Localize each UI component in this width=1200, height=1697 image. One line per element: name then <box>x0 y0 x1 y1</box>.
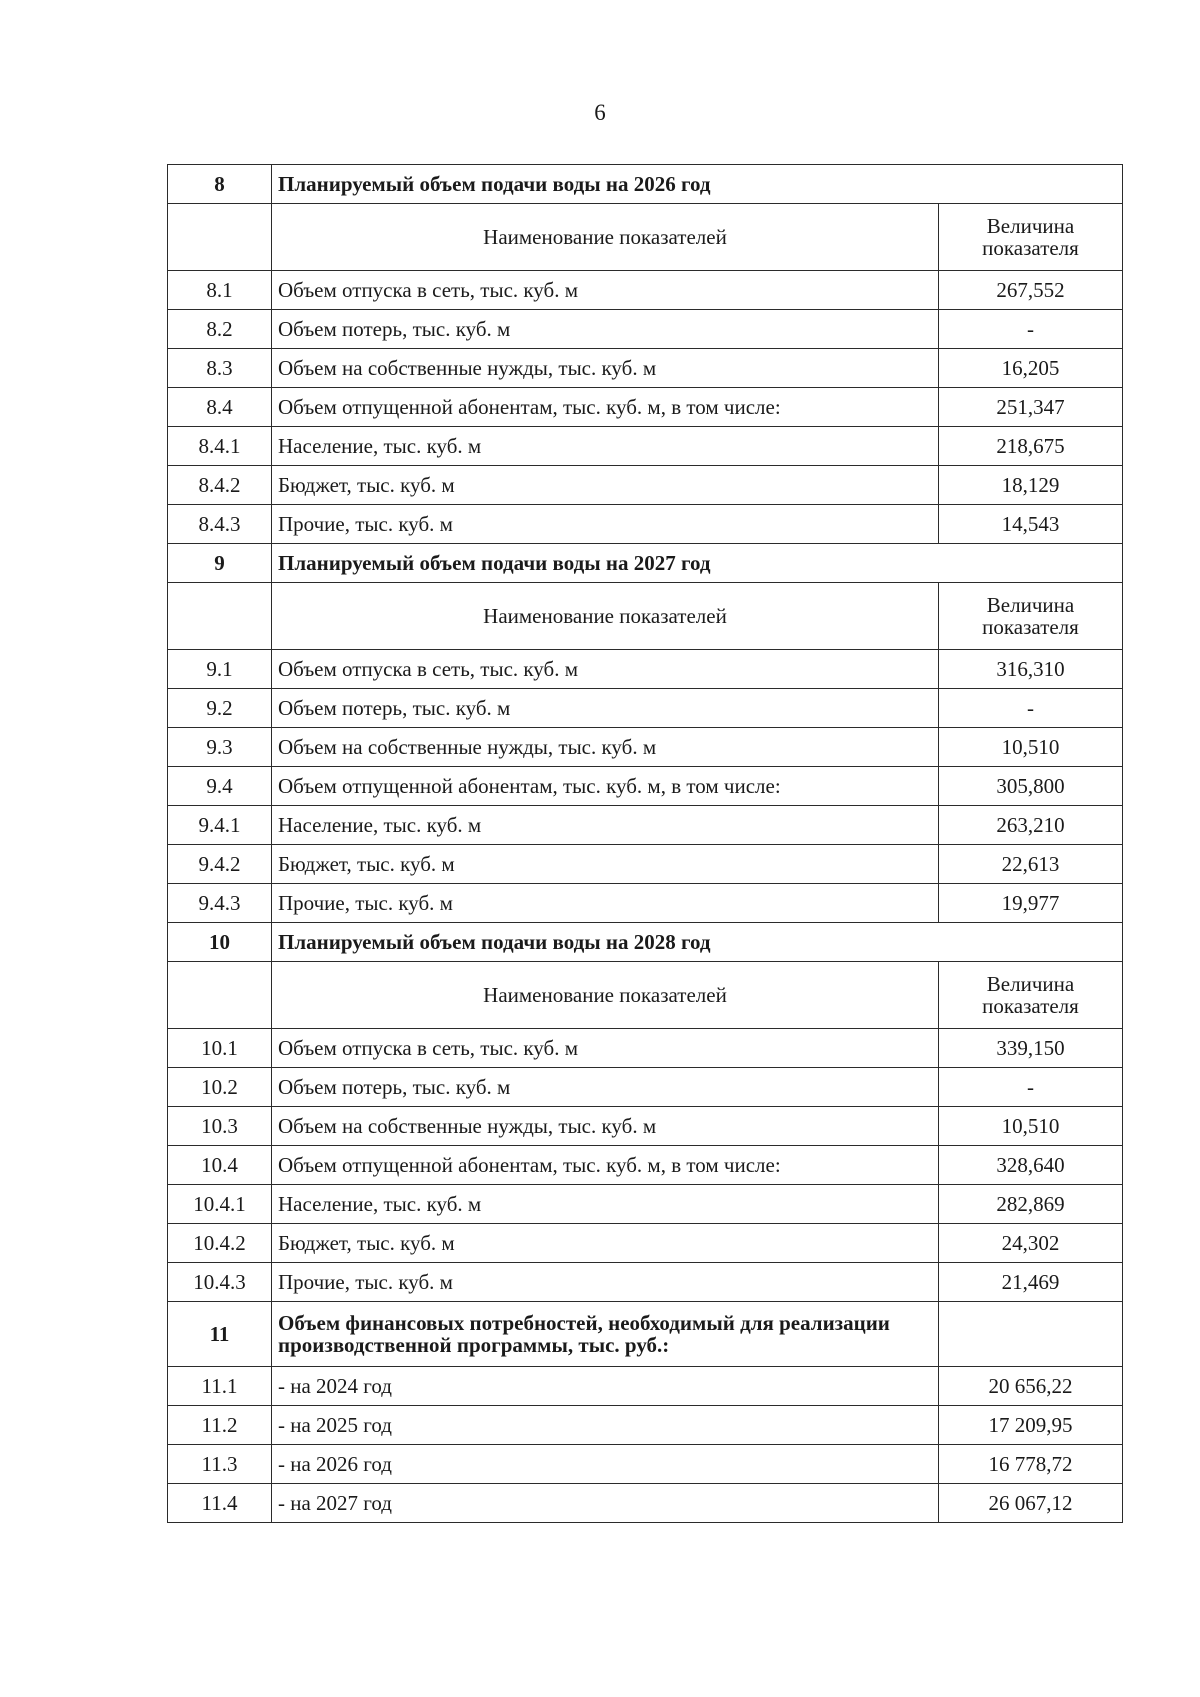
row-name: Объем отпущенной абонентам, тыс. куб. м, в том числе: <box>272 767 939 806</box>
table-row <box>168 1068 1123 1107</box>
row-number: 11.1 <box>168 1367 272 1406</box>
row-number: 8.2 <box>168 310 272 349</box>
row-name: Бюджет, тыс. куб. м <box>272 845 939 884</box>
row-value: 267,552 <box>939 271 1123 310</box>
row-value: 22,613 <box>939 845 1123 884</box>
row-name: - на 2027 год <box>272 1484 939 1523</box>
row-number: 9.4.2 <box>168 845 272 884</box>
row-number: 9.1 <box>168 650 272 689</box>
table-row <box>168 1367 1123 1406</box>
row-number: 10.1 <box>168 1029 272 1068</box>
row-number: 10.4.1 <box>168 1185 272 1224</box>
row-value: 218,675 <box>939 427 1123 466</box>
header-value: Величина показателя <box>939 962 1123 1029</box>
row-number: 11.3 <box>168 1445 272 1484</box>
row-value: 14,543 <box>939 505 1123 544</box>
table-row <box>168 1107 1123 1146</box>
header-empty-cell <box>168 962 272 1029</box>
row-number: 9.4 <box>168 767 272 806</box>
table-row <box>168 767 1123 806</box>
section-number: 9 <box>168 544 272 583</box>
section-title-row <box>168 165 1123 204</box>
table-row <box>168 466 1123 505</box>
row-name: Прочие, тыс. куб. м <box>272 505 939 544</box>
header-name: Наименование показателей <box>272 962 939 1029</box>
row-value: - <box>939 689 1123 728</box>
row-number: 10.3 <box>168 1107 272 1146</box>
row-value: 17 209,95 <box>939 1406 1123 1445</box>
table-row <box>168 1263 1123 1302</box>
row-number: 10.4.2 <box>168 1224 272 1263</box>
table-row <box>168 271 1123 310</box>
row-name: - на 2025 год <box>272 1406 939 1445</box>
row-number: 9.4.1 <box>168 806 272 845</box>
row-value: 16 778,72 <box>939 1445 1123 1484</box>
row-number: 10.4.3 <box>168 1263 272 1302</box>
table-row <box>168 806 1123 845</box>
row-value: 20 656,22 <box>939 1367 1123 1406</box>
row-value: 328,640 <box>939 1146 1123 1185</box>
row-number: 9.3 <box>168 728 272 767</box>
column-header-row <box>168 962 1123 1029</box>
table-row <box>168 845 1123 884</box>
row-name: Объем на собственные нужды, тыс. куб. м <box>272 728 939 767</box>
row-number: 9.4.3 <box>168 884 272 923</box>
row-value: - <box>939 310 1123 349</box>
table-row <box>168 1185 1123 1224</box>
row-number: 8.3 <box>168 349 272 388</box>
row-number: 8.4.2 <box>168 466 272 505</box>
row-value: - <box>939 1068 1123 1107</box>
table-row <box>168 650 1123 689</box>
row-name: Объем отпуска в сеть, тыс. куб. м <box>272 1029 939 1068</box>
row-value: 316,310 <box>939 650 1123 689</box>
row-value: 21,469 <box>939 1263 1123 1302</box>
row-name: Население, тыс. куб. м <box>272 1185 939 1224</box>
row-name: Объем потерь, тыс. куб. м <box>272 310 939 349</box>
section-number: 8 <box>168 165 272 204</box>
row-name: Бюджет, тыс. куб. м <box>272 466 939 505</box>
table-row <box>168 884 1123 923</box>
row-value: 263,210 <box>939 806 1123 845</box>
row-number: 8.4 <box>168 388 272 427</box>
row-value: 339,150 <box>939 1029 1123 1068</box>
row-name: Объем на собственные нужды, тыс. куб. м <box>272 1107 939 1146</box>
row-value: 251,347 <box>939 388 1123 427</box>
row-number: 8.4.1 <box>168 427 272 466</box>
table-row <box>168 1146 1123 1185</box>
row-name: Население, тыс. куб. м <box>272 806 939 845</box>
row-name: - на 2024 год <box>272 1367 939 1406</box>
table-row <box>168 728 1123 767</box>
table-row <box>168 1029 1123 1068</box>
table-row <box>168 1224 1123 1263</box>
table-row <box>168 427 1123 466</box>
row-value: 26 067,12 <box>939 1484 1123 1523</box>
row-value: 16,205 <box>939 349 1123 388</box>
column-header-row <box>168 204 1123 271</box>
row-number: 9.2 <box>168 689 272 728</box>
row-value: 305,800 <box>939 767 1123 806</box>
row-number: 11.4 <box>168 1484 272 1523</box>
section-title: Планируемый объем подачи воды на 2028 год <box>272 923 1123 962</box>
row-number: 10.4 <box>168 1146 272 1185</box>
section-title: Планируемый объем подачи воды на 2026 год <box>272 165 1123 204</box>
header-empty-cell <box>168 204 272 271</box>
section-title: Планируемый объем подачи воды на 2027 год <box>272 544 1123 583</box>
header-name: Наименование показателей <box>272 204 939 271</box>
table-row <box>168 689 1123 728</box>
section-title: Объем финансовых потребностей, необходимый для реализации производственной программы, тыс. руб.: <box>272 1302 939 1367</box>
row-name: Бюджет, тыс. куб. м <box>272 1224 939 1263</box>
finance-title-row <box>168 1302 1123 1367</box>
table-row <box>168 1406 1123 1445</box>
row-number: 8.4.3 <box>168 505 272 544</box>
section-number: 11 <box>168 1302 272 1367</box>
row-value: 10,510 <box>939 728 1123 767</box>
row-number: 10.2 <box>168 1068 272 1107</box>
row-value: 10,510 <box>939 1107 1123 1146</box>
row-value: 18,129 <box>939 466 1123 505</box>
header-empty-cell <box>168 583 272 650</box>
table-row <box>168 349 1123 388</box>
header-value: Величина показателя <box>939 204 1123 271</box>
row-value: 24,302 <box>939 1224 1123 1263</box>
row-name: Объем отпуска в сеть, тыс. куб. м <box>272 271 939 310</box>
table-row <box>168 1445 1123 1484</box>
row-name: Объем отпущенной абонентам, тыс. куб. м, в том числе: <box>272 388 939 427</box>
row-value: 282,869 <box>939 1185 1123 1224</box>
row-value: 19,977 <box>939 884 1123 923</box>
header-name: Наименование показателей <box>272 583 939 650</box>
row-number: 8.1 <box>168 271 272 310</box>
column-header-row <box>168 583 1123 650</box>
row-name: Объем отпущенной абонентам, тыс. куб. м, в том числе: <box>272 1146 939 1185</box>
indicators-table <box>167 164 1123 1523</box>
row-name: Объем на собственные нужды, тыс. куб. м <box>272 349 939 388</box>
header-value: Величина показателя <box>939 583 1123 650</box>
row-number: 11.2 <box>168 1406 272 1445</box>
table-row <box>168 1484 1123 1523</box>
row-name: Объем потерь, тыс. куб. м <box>272 689 939 728</box>
row-name: Прочие, тыс. куб. м <box>272 884 939 923</box>
section-title-row <box>168 923 1123 962</box>
row-name: Объем отпуска в сеть, тыс. куб. м <box>272 650 939 689</box>
section-number: 10 <box>168 923 272 962</box>
row-name: Объем потерь, тыс. куб. м <box>272 1068 939 1107</box>
row-name: - на 2026 год <box>272 1445 939 1484</box>
empty-value-cell <box>939 1302 1123 1367</box>
table-row <box>168 505 1123 544</box>
section-title-row <box>168 544 1123 583</box>
table-row <box>168 310 1123 349</box>
page-number: 6 <box>594 100 606 125</box>
table-row <box>168 388 1123 427</box>
row-name: Население, тыс. куб. м <box>272 427 939 466</box>
row-name: Прочие, тыс. куб. м <box>272 1263 939 1302</box>
